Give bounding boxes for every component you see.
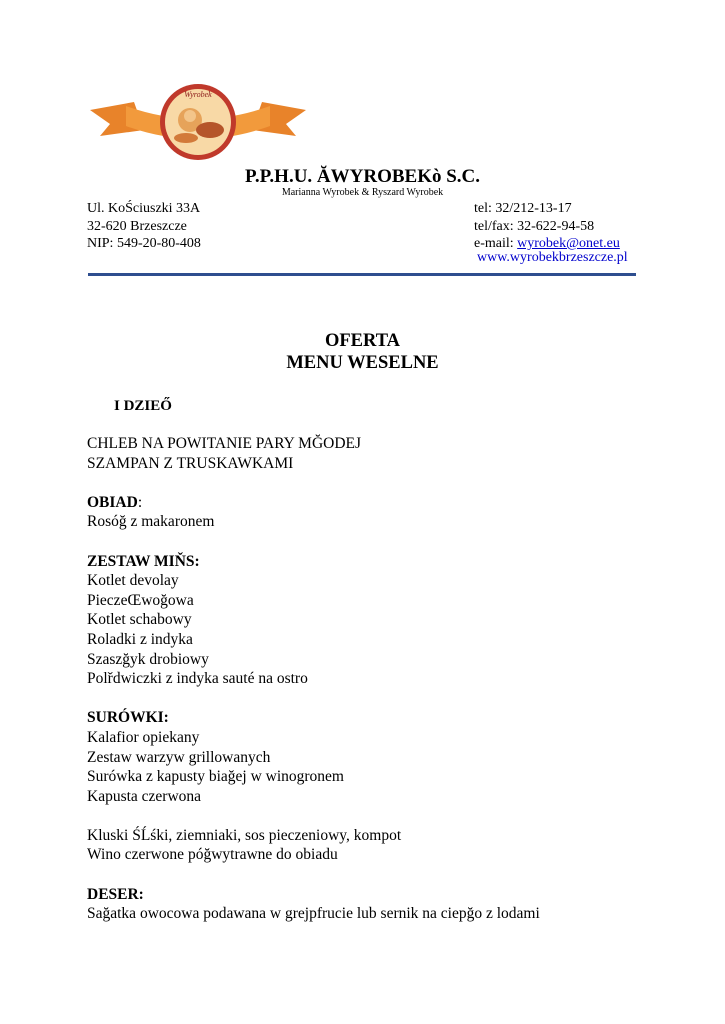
header-divider — [88, 273, 636, 276]
email-label: e-mail: — [474, 236, 518, 251]
address-street: Ul. KoŚciuszki 33A — [87, 201, 201, 216]
extras-item: Kluski ŚĹśki, ziemniaki, sos pieczeniowy, kompot — [87, 826, 402, 844]
mies-item: Kotlet schabowy — [87, 611, 192, 629]
logo-text: Wyrobek — [184, 90, 212, 99]
offer-title — [0, 330, 725, 374]
address-block — [87, 200, 201, 253]
surowki-item: Zestaw warzyw grillowanych — [87, 748, 271, 766]
address-nip: NIP: 549-20-80-408 — [87, 236, 201, 251]
obiad-label: OBIAD — [87, 493, 138, 511]
deser-item: Sağatka owocowa podawana w grejpfrucie lub sernik na ciepğo z lodami — [87, 905, 540, 923]
welcome-item: SZAMPAN Z TRUSKAWKAMI — [87, 454, 294, 472]
owners-line: Marianna Wyrobek & Ryszard Wyrobek — [281, 187, 444, 198]
contact-block — [474, 200, 620, 253]
title-line-1: OFERTA — [324, 331, 401, 351]
menu-body — [87, 434, 540, 924]
mies-item: Kotlet devolay — [87, 572, 179, 590]
website-link[interactable]: www.wyrobekbrzeszcze.pl — [477, 250, 628, 265]
email-link[interactable]: wyrobek@onet.eu — [517, 236, 620, 251]
surowki-item: Surówka z kapusty biağej w winogronem — [87, 768, 344, 786]
extras-item: Wino czerwone póğwytrawne do obiadu — [87, 846, 338, 864]
obiad-heading — [87, 493, 540, 513]
deser-heading: DESER: — [87, 885, 144, 903]
company-logo — [86, 82, 310, 164]
mies-item: Szaszğyk drobiowy — [87, 650, 209, 668]
mies-heading: ZESTAW MIŇS: — [87, 552, 200, 570]
address-city: 32-620 Brzeszcze — [87, 218, 187, 234]
mies-item: PieczeŒwoğowa — [87, 591, 194, 609]
surowki-item: Kalafior opiekany — [87, 728, 200, 746]
contact-tel: tel: 32/212-13-17 — [474, 201, 572, 216]
welcome-item: CHLEB NA POWITANIE PARY MĞODEJ — [87, 435, 362, 452]
company-name: P.P.H.U. ĂWYROBEKò S.C. — [244, 166, 481, 187]
surowki-item: Kapusta czerwona — [87, 787, 202, 805]
contact-telfax: tel/fax: 32-622-94-58 — [474, 218, 595, 234]
obiad-item: Rosóğ z makaronem — [87, 513, 215, 531]
title-line-2: MENU WESELNE — [286, 353, 439, 373]
obiad-colon: : — [137, 493, 143, 511]
mies-item: Roladki z indyka — [87, 630, 193, 648]
surowki-heading: SURÓWKI: — [87, 709, 169, 727]
day-heading: I DZIEŐ — [114, 398, 172, 414]
mies-item: Polřdwiczki z indyka sauté na ostro — [87, 670, 308, 688]
